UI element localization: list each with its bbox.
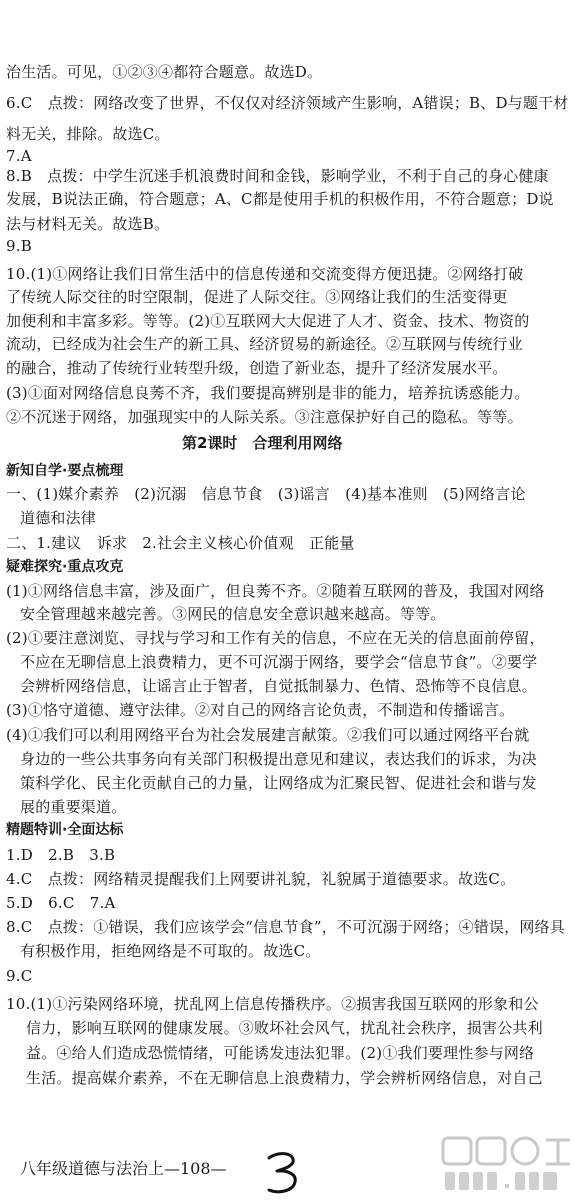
section-heading: 精题特训·全面达标 [6, 822, 124, 838]
page-footer: 八年级道德与法治上—108— [20, 1159, 227, 1178]
text-line: 9.C [6, 967, 33, 985]
lesson-title: 第2课时 合理利用网络 [182, 434, 343, 452]
text-line: 料无关，排除。故选C。 [6, 125, 170, 143]
text-line: 不应在无聊信息上浪费精力，更不可沉溺于网络，要学会“信息节食”。②要学 [20, 653, 538, 671]
section-heading: 疑难探究·重点攻克 [6, 559, 124, 575]
text-line: 有积极作用，拒绝网络是不可取的。故选C。 [20, 942, 321, 960]
text-line: 8.C 点拨：①错误，我们应该学会“信息节食”，不可沉溺于网络；④错误，网络具 [6, 918, 565, 936]
text-line: 了传统人际交往的时空限制，促进了人际交往。③网络让我们的生活变得更 [6, 288, 508, 306]
text-line: 10.(1)①网络让我们日常生活中的信息传递和交流变得方便迅捷。②网络打破 [6, 265, 524, 283]
text-line: 8.B 点拨：中学生沉迷手机浪费时间和金钱，影响学业，不利于自己的身心健康 [6, 167, 549, 185]
text-line: 加便利和丰富多彩。等等。(2)①互联网大大促进了人才、资金、技术、物资的 [6, 312, 530, 330]
text-line: 策科学化、民主化贡献自己的力量，让网络成为汇聚民智、促进社会和谐与发 [20, 774, 537, 792]
text-line: (4)①我们可以利用网络平台为社会发展建言献策。②我们可以通过网络平台就 [6, 726, 530, 744]
text-line: 流动，已经成为社会生产的新工具、经济贸易的新途径。②互联网与传统行业 [6, 335, 523, 353]
text-line: 会辨析网络信息，让谣言止于智者，自觉抵制暴力、色情、恐怖等不良信息。 [20, 677, 537, 695]
text-line: 发展，B说法正确，符合题意；A、C都是使用手机的积极作用，不符合题意；D说 [6, 190, 554, 208]
text-line: 5.D 6.C 7.A [6, 894, 116, 912]
text-line: (3)①面对网络信息良莠不齐，我们要提高辨别是非的能力，培养抗诱惑能力。 [6, 384, 530, 402]
text-line: ②不沉迷于网络，加强现实中的人际关系。③注意保护好自己的隐私。等等。 [6, 408, 523, 426]
text-line: 的融合，推动了传统行业转型升级，创造了新业态，提升了经济发展水平。 [6, 359, 508, 377]
watermark-logo-icon [439, 1134, 575, 1194]
text-line: 身边的一些公共事务向有关部门积极提出意见和建议，表达我们的诉求，为决 [20, 750, 537, 768]
text-line: 展的重要渠道。 [20, 798, 127, 816]
text-line: 二、1.建议 诉求 2.社会主义核心价值观 正能量 [6, 534, 355, 552]
text-line: (2)①要注意浏览、寻找与学习和工作有关的信息，不应在无关的信息面前停留， [6, 629, 545, 647]
text-line: 一、(1)媒介素养 (2)沉溺 信息节食 (3)谣言 (4)基本准则 (5)网络言论 [6, 485, 526, 503]
text-line: 安全管理越来越完善。③网民的信息安全意识越来越高。等等。 [20, 605, 446, 623]
text-line: 7.A [6, 147, 32, 165]
text-line: 9.B [6, 237, 32, 255]
text-line: (3)①恪守道德、遵守法律。②对自己的网络言论负责，不制造和传播谣言。 [6, 701, 515, 719]
text-line: 道德和法律 [20, 509, 97, 527]
text-line: 1.D 2.B 3.B [6, 846, 116, 864]
text-line: 4.C 点拨：网络精灵提醒我们上网要讲礼貌，礼貌属于道德要求。故选C。 [6, 870, 516, 888]
section-heading: 新知自学·要点梳理 [6, 463, 124, 479]
text-line: 益。④给人们造成恐慌情绪，可能诱发违法犯罪。(2)①我们要理性参与网络 [26, 1044, 535, 1062]
text-line: (1)①网络信息丰富，涉及面广，但良莠不齐。②随着互联网的普及，我国对网络 [6, 582, 545, 600]
handwritten-mark-icon [263, 1150, 303, 1196]
text-line: 治生活。可见，①②③④都符合题意。故选D。 [6, 63, 323, 81]
text-line: 6.C 点拨：网络改变了世界，不仅仅对经济领域产生影响，A错误；B、D与题干材 [6, 94, 569, 112]
text-line: 生活。提高媒介素养，不在无聊信息上浪费精力，学会辨析网络信息，对自己 [26, 1069, 543, 1087]
text-line: 信力，影响互联网的健康发展。③败坏社会风气，扰乱社会秩序，损害公共利 [26, 1019, 543, 1037]
text-line: 法与材料无关。故选B。 [6, 215, 170, 233]
text-line: 10.(1)①污染网络环境，扰乱网上信息传播秩序。②损害我国互联网的形象和公 [6, 995, 539, 1013]
